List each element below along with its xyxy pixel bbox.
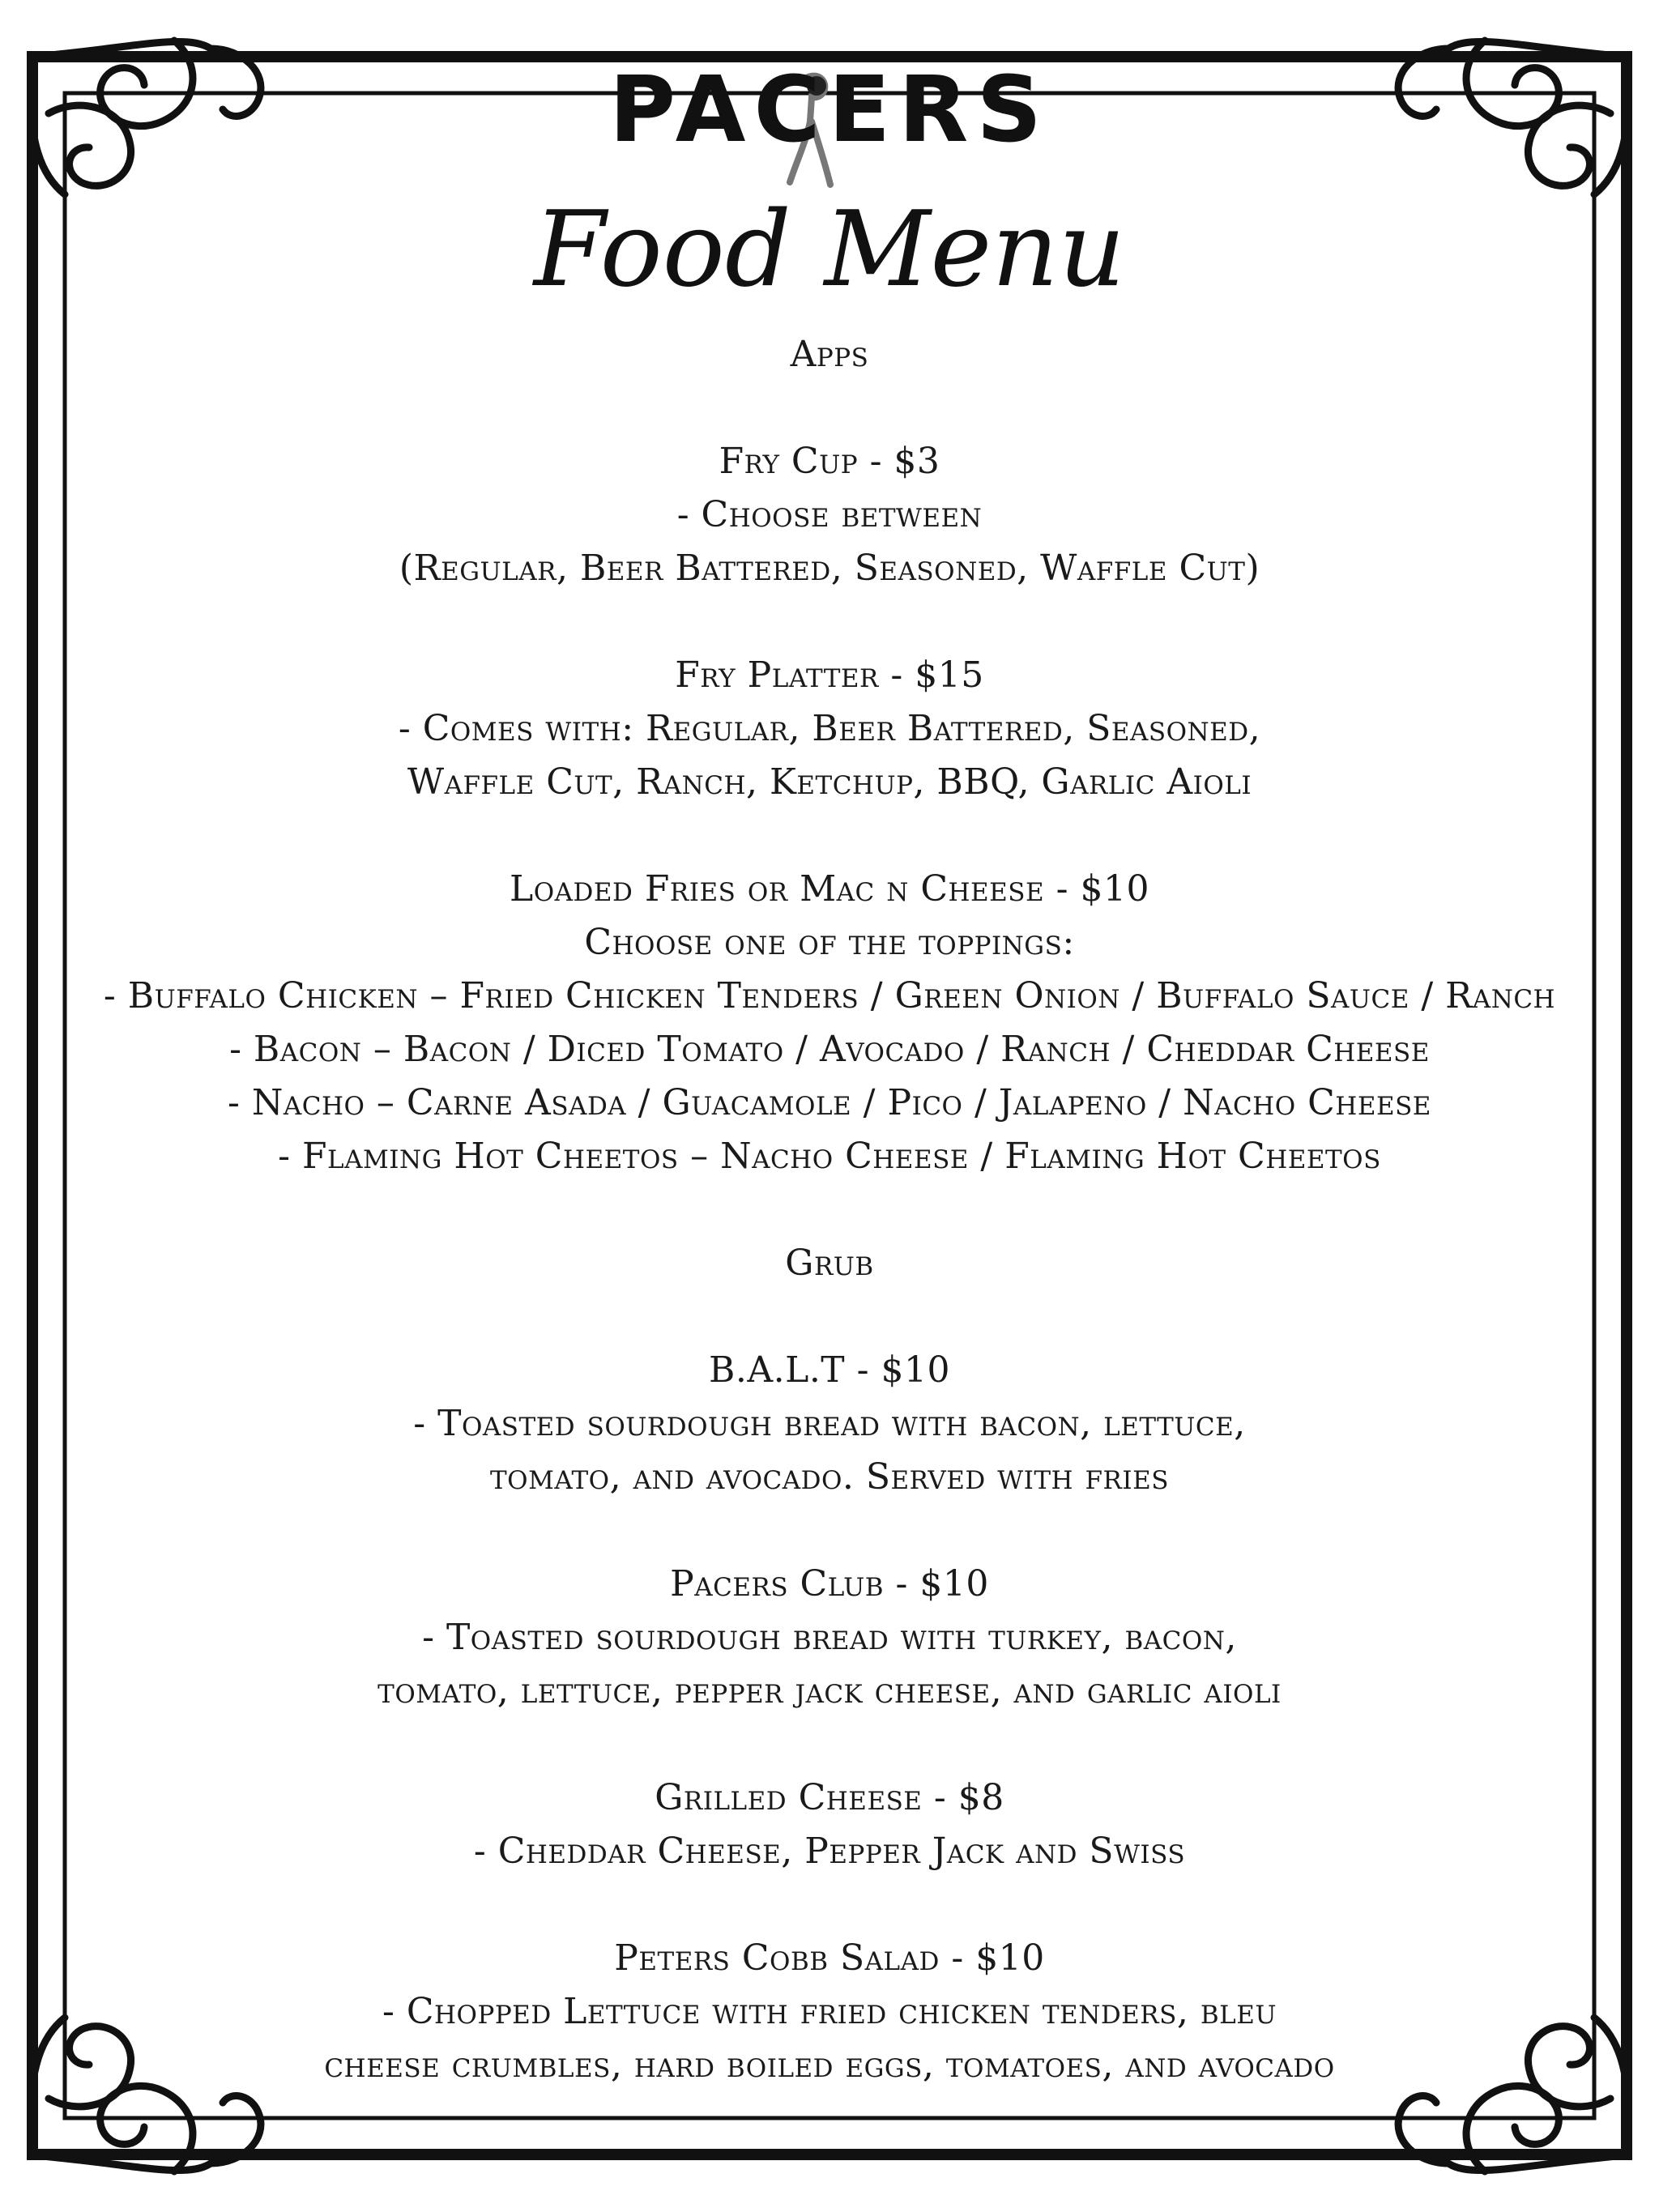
menu-content — [49, 328, 1610, 2092]
section-heading-apps: Apps — [790, 334, 869, 375]
menu-item-name: Pacers Club - $10 — [670, 1563, 989, 1605]
menu-item-name: Fry Cup - $3 — [719, 441, 940, 482]
brand-logo: PACERS — [608, 58, 1051, 163]
menu-item-name: Grilled Cheese - $8 — [655, 1777, 1004, 1818]
menu-item-name: Peters Cobb Salad - $10 — [614, 1937, 1045, 1979]
menu-item-desc: Choose one of the toppings: — [584, 922, 1075, 963]
menu-item-desc: - Toasted sourdough bread with bacon, lettuce, — [413, 1403, 1246, 1444]
menu-item-desc: - Flaming Hot Cheetos – Nacho Cheese / Flaming Hot Cheetos — [278, 1136, 1381, 1177]
menu-item-desc: - Nacho – Carne Asada / Guacamole / Pico / Jalapeno / Nacho Cheese — [228, 1082, 1431, 1123]
menu-item-name: Fry Platter - $15 — [675, 654, 984, 696]
menu-item-name: B.A.L.T - $10 — [709, 1349, 950, 1391]
menu-title: Food Menu — [533, 190, 1126, 310]
menu-item-desc: (Regular, Beer Battered, Seasoned, Waffle Cut) — [399, 548, 1260, 589]
menu-item-desc: Waffle Cut, Ranch, Ketchup, BBQ, Garlic Aioli — [407, 761, 1252, 803]
menu-item-desc: - Comes with: Regular, Beer Battered, Seasoned, — [398, 708, 1261, 749]
menu-item-desc: cheese crumbles, hard boiled eggs, tomatoes, and avocado — [324, 2044, 1335, 2086]
menu-item-desc: - Toasted sourdough bread with turkey, bacon, — [422, 1617, 1237, 1658]
menu-item-desc: tomato, and avocado. Served with fries — [489, 1456, 1170, 1498]
menu-item-desc: - Buffalo Chicken – Fried Chicken Tenders / Green Onion / Buffalo Sauce / Ranch — [103, 975, 1556, 1016]
menu-item-desc: tomato, lettuce, pepper jack cheese, and garlic aioli — [377, 1670, 1282, 1711]
menu-item-desc: - Chopped Lettuce with fried chicken tenders, bleu — [382, 1991, 1277, 2032]
section-heading-grub: Grub — [785, 1242, 874, 1284]
menu-item-desc: - Bacon – Bacon / Diced Tomato / Avocado / Ranch / Cheddar Cheese — [229, 1029, 1430, 1070]
menu-item-desc: - Choose between — [676, 494, 983, 535]
menu-item-name: Loaded Fries or Mac n Cheese - $10 — [510, 868, 1149, 910]
menu-item-desc: - Cheddar Cheese, Pepper Jack and Swiss — [473, 1831, 1186, 1872]
